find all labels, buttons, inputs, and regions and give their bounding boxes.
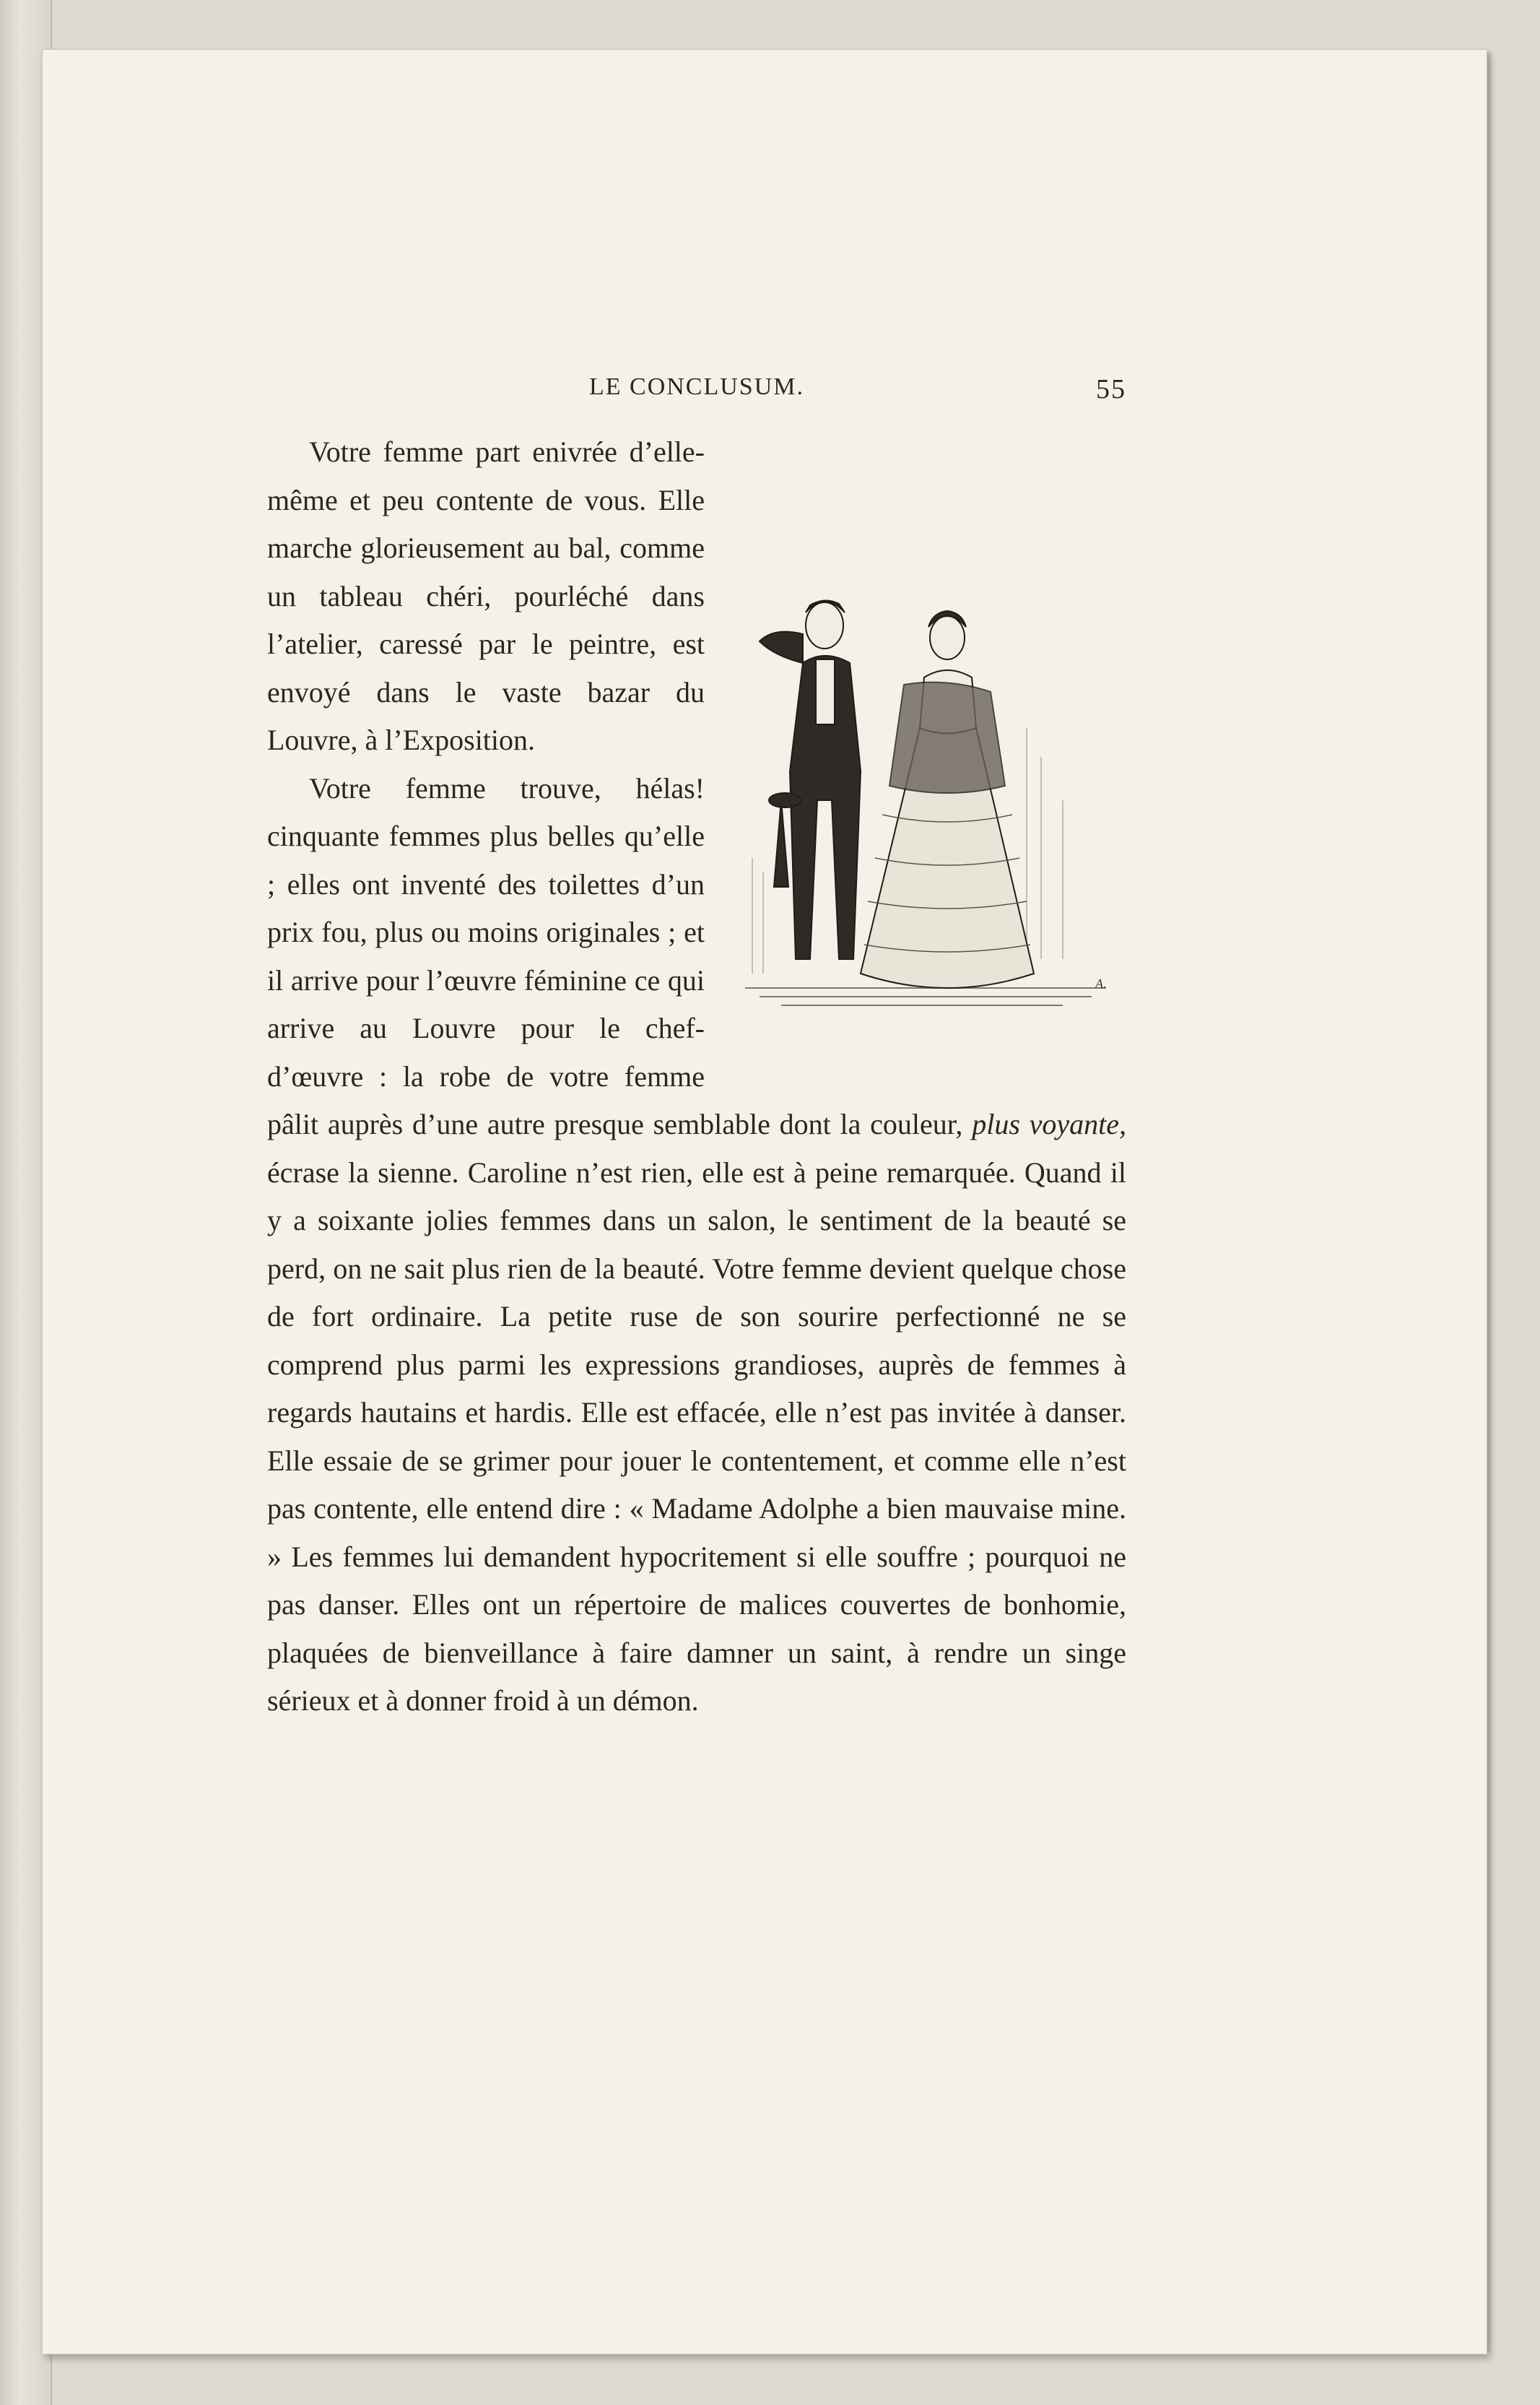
running-header — [267, 373, 1126, 410]
couple-engraving-icon — [731, 584, 1126, 1017]
italic-phrase: plus voyante, — [972, 1108, 1127, 1140]
page-number: 55 — [1096, 374, 1126, 404]
body-text — [267, 428, 1126, 1725]
engraver-signature: A. — [1095, 976, 1107, 991]
paragraph-2-part-1: Votre femme trouve, hélas! cinquante femmes plus belles qu’elle ; elles ont inventé des toilettes d’un prix fou, plus ou moins originales ; et il arrive pour l’œuvre féminine ce qui arrive au Louvre pour le chef-d’œuvre : la robe de votre femme pâlit auprès d’une autre presque semblable dont la couleur, — [267, 771, 963, 1140]
paragraph-2-part-2: écrase la sienne. Caroline n’est rien, elle est à peine remarquée. Quand il y a soixante jolies femmes dans un salon, le sentiment de la beauté se perd, on ne sait plus rien de la beauté. Votre femme devient quelque chose de fort ordinaire. La petite ruse de son sourire perfectionné ne se comprend plus parmi les expressions grandioses, auprès de femmes à regards hautains et hardis. Elle est effacée, elle n’est pas invitée à danser. Elle essaie de se grimer pour jouer le contentement, et comme elle n’est pas contente, elle entend dire : « Madame Adolphe a bien mauvaise mine. » Les femmes lui demandent hypocritement si elle souffre ; pourquoi ne pas danser. Elles ont un répertoire de malices couvertes de bonhomie, plaquées de bienveillance à faire damner un saint, à rendre un singe sérieux et à donner froid à un démon. — [267, 1156, 1126, 1717]
running-title: LE CONCLUSUM. — [588, 373, 805, 400]
illustration-float — [731, 428, 1126, 1057]
illustration — [731, 584, 1126, 1017]
paragraph-1: Votre femme part enivrée d’elle-même et peu contente de vous. Elle marche glorieusement au bal, comme un tableau chéri, pourléché dans l’atelier, caressé par le peintre, est envoyé dans le vaste bazar du Louvre, à l’Exposition. — [267, 436, 705, 756]
